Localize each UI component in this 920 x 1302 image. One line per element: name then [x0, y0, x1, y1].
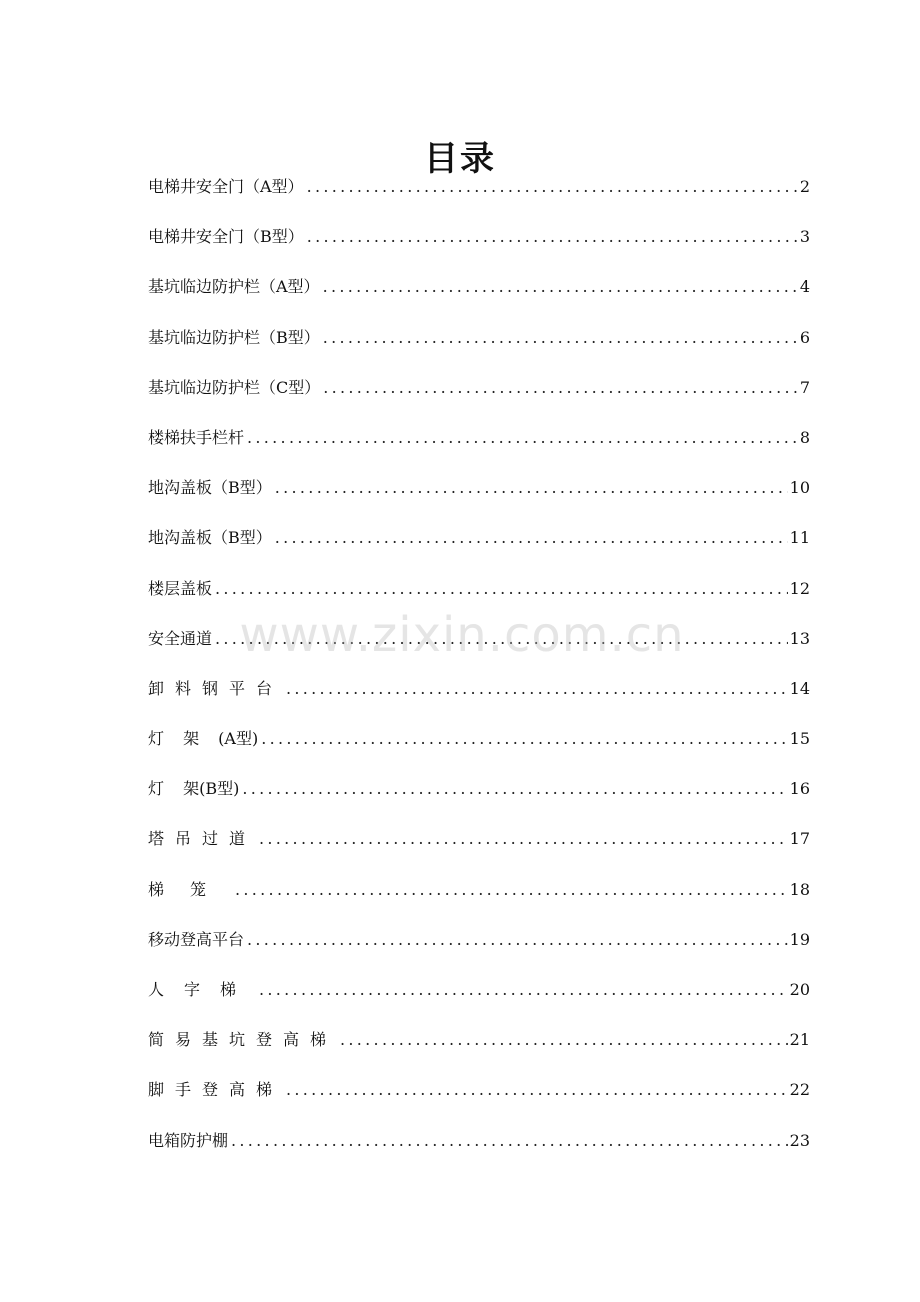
toc-page-number: 18 — [789, 879, 810, 899]
toc-entry-label: 楼梯扶手栏杆 — [148, 427, 245, 447]
toc-page-number: 10 — [789, 478, 810, 498]
toc-dot-leader — [307, 213, 798, 261]
toc-entry[interactable] — [148, 263, 810, 313]
toc-dot-leader — [242, 765, 787, 813]
toc-entry[interactable] — [148, 514, 810, 564]
toc-dot-leader — [261, 715, 787, 763]
toc-page-number: 19 — [789, 929, 810, 949]
toc-page-number: 22 — [789, 1080, 810, 1100]
watermark: www.zixin.com.cn — [239, 607, 685, 663]
toc-entry-label: 电箱防护棚 — [148, 1130, 229, 1150]
toc-entry[interactable] — [148, 866, 810, 916]
toc-page-number: 17 — [789, 829, 810, 849]
toc-dot-leader — [215, 565, 788, 613]
toc-entry[interactable] — [148, 163, 810, 213]
toc-page-number: 8 — [799, 427, 810, 447]
toc-page-number: 16 — [789, 779, 810, 799]
toc-dot-leader — [286, 665, 788, 713]
page-title: 目录 — [424, 138, 496, 179]
toc-dot-leader — [323, 314, 798, 362]
toc-dot-leader — [247, 414, 798, 462]
toc-page-number: 21 — [789, 1030, 810, 1050]
toc-entry[interactable] — [148, 916, 810, 966]
toc-entry-label: 基坑临边防护栏（B型） — [148, 327, 320, 347]
toc-page-number: 2 — [799, 177, 810, 196]
toc-entry-label: 人字梯 — [148, 980, 257, 999]
toc-entry[interactable] — [148, 1117, 810, 1167]
toc-dot-leader — [259, 815, 788, 863]
toc-page-number: 3 — [799, 227, 810, 247]
toc-entry-label: 卸料钢平台 — [148, 678, 284, 698]
toc-entry-label: 楼层盖板 — [148, 578, 213, 598]
toc-entry[interactable] — [148, 314, 810, 364]
toc-page-number: 14 — [789, 678, 810, 698]
toc-entry[interactable] — [148, 966, 810, 1016]
toc-entry[interactable] — [148, 565, 810, 615]
toc-dot-leader — [323, 364, 798, 412]
toc-entry[interactable] — [148, 815, 810, 865]
toc-entry-label: 电梯井安全门（A型） — [148, 177, 304, 196]
toc-entry-label: 地沟盖板（B型） — [148, 528, 272, 548]
toc-entry-label: 地沟盖板（B型） — [148, 478, 272, 498]
toc-dot-leader — [286, 1066, 788, 1114]
toc-page-number: 7 — [799, 377, 810, 397]
toc-entry-label: 简易基坑登高梯 — [148, 1030, 338, 1050]
toc-entry-label: 基坑临边防护栏（C型） — [148, 377, 321, 397]
toc-entry[interactable] — [148, 715, 810, 765]
toc-dot-leader — [307, 163, 798, 211]
toc-page-number: 4 — [799, 277, 810, 297]
table-of-contents — [148, 163, 810, 1167]
toc-dot-leader — [259, 966, 788, 1014]
toc-page-number: 12 — [789, 578, 810, 598]
toc-dot-leader — [340, 1016, 788, 1064]
toc-entry[interactable] — [148, 1016, 810, 1066]
toc-entry-label: 基坑临边防护栏（A型） — [148, 277, 320, 297]
toc-entry[interactable] — [148, 665, 810, 715]
toc-entry-label: 安全通道 — [148, 628, 213, 648]
toc-entry-label: 脚手登高梯 — [148, 1080, 284, 1100]
toc-entry-label: 灯 架 (A型) — [148, 729, 259, 749]
toc-page-number: 13 — [789, 628, 810, 648]
toc-dot-leader — [275, 464, 788, 512]
toc-entry-label: 电梯井安全门（B型） — [148, 227, 304, 247]
toc-page-number: 20 — [789, 980, 810, 999]
toc-dot-leader — [231, 1117, 788, 1165]
toc-entry[interactable] — [148, 765, 810, 815]
toc-entry[interactable] — [148, 615, 810, 665]
toc-entry[interactable] — [148, 464, 810, 514]
toc-entry[interactable] — [148, 213, 810, 263]
toc-dot-leader — [235, 866, 788, 914]
toc-dot-leader — [215, 615, 788, 663]
toc-page-number: 15 — [789, 729, 810, 749]
toc-page-number: 11 — [789, 528, 810, 548]
toc-dot-leader — [247, 916, 788, 964]
toc-entry-label: 塔吊过道 — [148, 829, 257, 849]
toc-entry[interactable] — [148, 364, 810, 414]
toc-dot-leader — [323, 263, 798, 311]
toc-entry-label: 灯 架(B型) — [148, 779, 240, 799]
toc-entry[interactable] — [148, 1066, 810, 1116]
toc-entry-label: 移动登高平台 — [148, 929, 245, 949]
toc-page-number: 23 — [789, 1130, 810, 1150]
toc-entry-label: 梯笼 — [148, 879, 233, 899]
toc-dot-leader — [275, 514, 788, 562]
toc-entry[interactable] — [148, 414, 810, 464]
toc-page-number: 6 — [799, 327, 810, 347]
